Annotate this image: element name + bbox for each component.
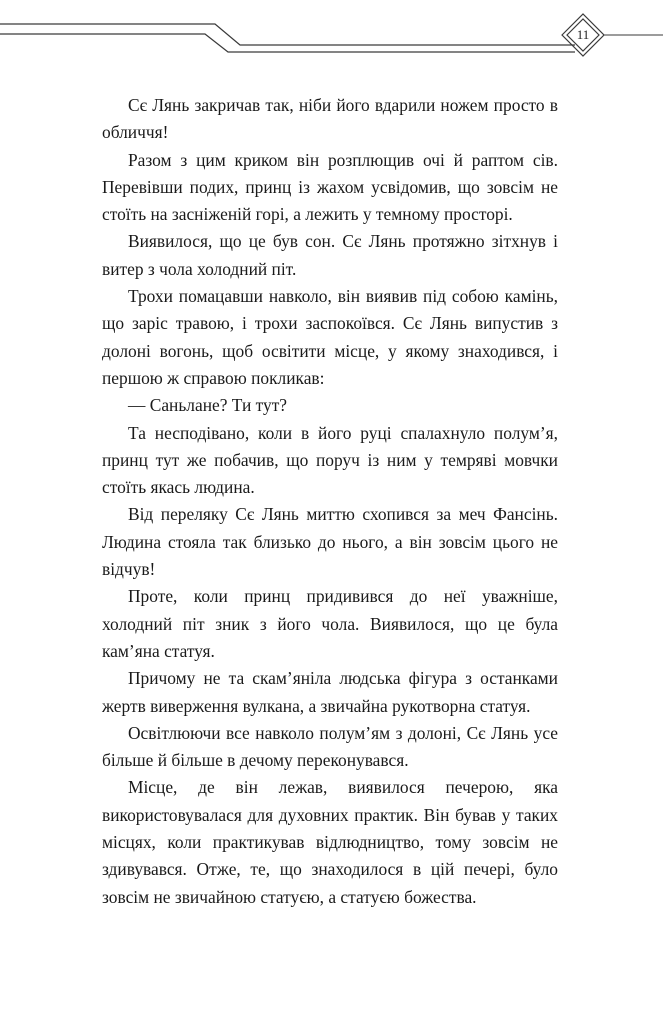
body-text bbox=[102, 92, 558, 911]
page-number: 11 bbox=[576, 27, 590, 42]
paragraph: Місце, де він лежав, виявилося печерою, яка використовувалася для духовних практик. Він бував у таких місцях, коли практикував відлюдництво, тому зовсім не здивувався. Отже, те, що знаходилося в цій печері, було зовсім не звичайною статуєю, а статуєю божества. bbox=[102, 777, 558, 907]
paragraph: Від переляку Сє Лянь миттю схопився за меч Фансінь. Людина стояла так близько до нього, а він зовсім цього не відчув! bbox=[102, 504, 558, 580]
header-ornament bbox=[0, 0, 663, 80]
paragraph: Сє Лянь закричав так, ніби його вдарили ножем просто в обличчя! bbox=[102, 95, 558, 143]
paragraph: Причому не та скам’яніла людська фігура з останками жертв виверження вулкана, а звичайна рукотворна статуя. bbox=[102, 668, 558, 716]
paragraph: — Саньлане? Ти тут? bbox=[128, 395, 288, 416]
paragraph: Разом з цим криком він розплющив очі й раптом сів. Перевівши подих, принц із жахом усвідомив, що зовсім не стоїть на засніженій горі, а лежить у темному просторі. bbox=[102, 149, 558, 225]
paragraph: Виявилося, що це був сон. Сє Лянь протяжно зітхнув і витер з чола холодний піт. bbox=[102, 231, 558, 279]
paragraph: Освітлюючи все навколо полум’ям з долоні, Сє Лянь усе більше й більше в дечому переконувався. bbox=[102, 722, 558, 771]
paragraph: Та несподівано, коли в його руці спалахнуло полум’я, принц тут же побачив, що поруч із ним у темряві мовчки стоїть якась людина. bbox=[102, 422, 558, 498]
paragraph: Трохи помацавши навколо, він виявив під собою камінь, що заріс травою, і трохи заспокоївся. Сє Лянь випустив з долоні вогонь, щоб освітити місце, у якому знаходився, і першою ж справою покликав: bbox=[102, 286, 558, 388]
paragraph: Проте, коли принц придивився до неї уважніше, холодний піт зник з його чола. Виявилося, що це була кам’яна статуя. bbox=[102, 586, 558, 661]
header-rule-lower bbox=[0, 34, 575, 52]
